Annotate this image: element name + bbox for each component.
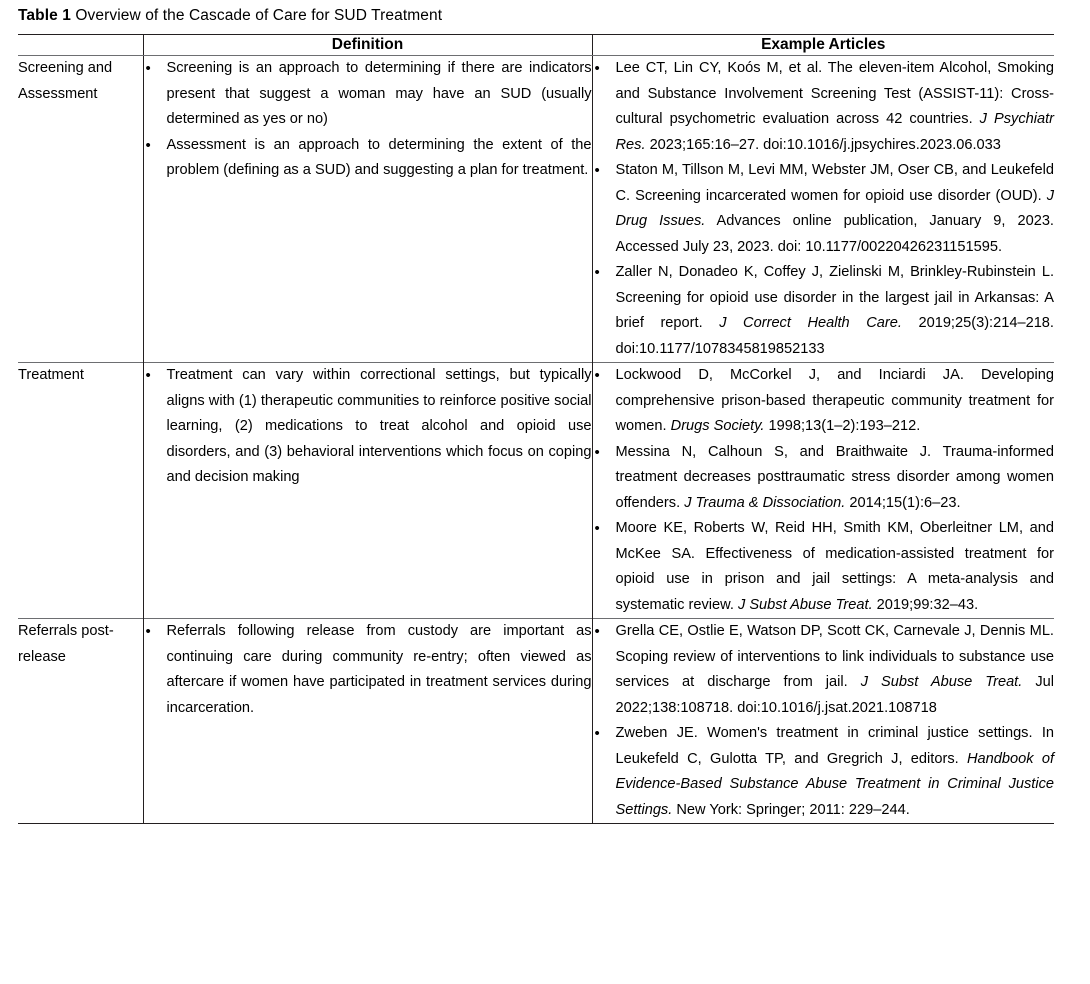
list-item: • Zweben JE. Women's treatment in criminal justice settings. In Leukefeld C, Gulotta TP, and Gregrich J, editors. Handbook of Evidence-Based Substance Abuse Treatment in Criminal Justice Settings. New York: Springer; 2011: 229–244. [593,721,1055,823]
example-articles-list [593,363,1055,618]
table-caption-label: Table 1 [18,7,71,24]
journal-name: J Correct Health Care. [719,315,902,331]
definition-cell [143,363,592,619]
table-caption-text: Overview of the Cascade of Care for SUD Treatment [75,7,443,24]
stage-label: Screening and Assessment [18,60,113,102]
journal-name: J Subst Abuse Treat. [737,596,873,613]
cascade-of-care-table [18,34,1054,824]
table-header [18,35,1054,56]
example-articles-list [593,619,1055,823]
example-articles-cell [592,56,1054,363]
table-row [18,619,1054,824]
journal-name: J Psychiatr Res. [615,111,1055,153]
list-item: • Referrals following release from custody are important as continuing care during community re-entry; often viewed as aftercare if women have participated in treatment services during incarceration. [144,619,592,721]
definition-cell [143,619,592,824]
header-row [18,35,1054,56]
table-caption [18,6,1054,26]
book-title: Handbook of Evidence-Based Substance Abuse Treatment in Criminal Justice Settings. [615,750,1054,818]
definition-list [144,619,592,721]
list-item: • Grella CE, Ostlie E, Watson DP, Scott CK, Carnevale J, Dennis ML. Scoping review of interventions to link individuals to substance use services at discharge from jail. J Subst Abuse Treat. Jul 2022;138:108718. doi:10.1016/j.jsat.2021.108718 [593,619,1055,721]
journal-name: Drugs Society. [670,418,765,434]
table-row [18,363,1054,619]
example-articles-cell [592,363,1054,619]
table-body [18,56,1054,824]
definition-list [144,56,592,184]
header-example-articles: Example Articles [592,35,1054,56]
stage-label: Referrals post-release [18,619,143,824]
header-definition: Definition [143,35,592,56]
journal-name: J Subst Abuse Treat. [860,674,1023,690]
header-stage [18,35,143,56]
example-articles-cell [592,619,1054,824]
example-articles-list [593,56,1055,362]
journal-name: J Drug Issues. [615,187,1054,229]
list-item: • Staton M, Tillson M, Levi MM, Webster JM, Oser CB, and Leukefeld C. Screening incarcerated women for opioid use disorder (OUD). J Drug Issues. Advances online publication, January 9, 2023. Accessed July 23, 2023. doi: 10.1177/00220426231151595. [593,158,1055,260]
list-item: • Treatment can vary within correctional settings, but typically aligns with (1) therapeutic communities to reinforce positive social learning, (2) medications to treat alcohol and opioid use disorders, and (3) behavioral interventions which focus on coping and decision making [144,363,592,491]
table-row [18,56,1054,363]
list-item: • Screening is an approach to determining if there are indicators present that suggest a woman may have an SUD (usually determined as yes or no) [144,56,592,133]
list-item: • Lee CT, Lin CY, Koós M, et al. The eleven-item Alcohol, Smoking and Substance Involvement Screening Test (ASSIST-11): Cross-cultural psychometric evaluation across 42 countries. J Psychiatr Res. 2023;165:16–27. doi:10.1016/j.jpsychires.2023.06.033 [593,56,1055,158]
definition-cell [143,56,592,363]
table-container [18,34,1054,824]
stage-label: Treatment [18,363,143,619]
list-item: • Moore KE, Roberts W, Reid HH, Smith KM, Oberleitner LM, and McKee SA. Effectiveness of medication-assisted treatment for opioid use in prison and jail settings: A meta-analysis and systematic review. J Subst Abuse Treat. 2019;99:32–43. [593,516,1055,618]
journal-name: J Trauma & Dissociation. [684,494,846,511]
list-item: • Lockwood D, McCorkel J, and Inciardi JA. Developing comprehensive prison-based therapeutic community treatment for women. Drugs Society. 1998;13(1–2):193–212. [593,363,1055,440]
list-item: • Zaller N, Donadeo K, Coffey J, Zielinski M, Brinkley-Rubinstein L. Screening for opioid use disorder in the largest jail in Arkansas: A brief report. J Correct Health Care. 2019;25(3):214–218. doi:10.1177/1078345819852133 [593,260,1055,362]
list-item: • Messina N, Calhoun S, and Braithwaite J. Trauma-informed treatment decreases posttraumatic stress disorder among women offenders. J Trauma & Dissociation. 2014;15(1):6–23. [593,440,1055,517]
list-item: • Assessment is an approach to determining the extent of the problem (defining as a SUD) and suggesting a plan for treatment. [144,133,592,184]
definition-list [144,363,592,491]
